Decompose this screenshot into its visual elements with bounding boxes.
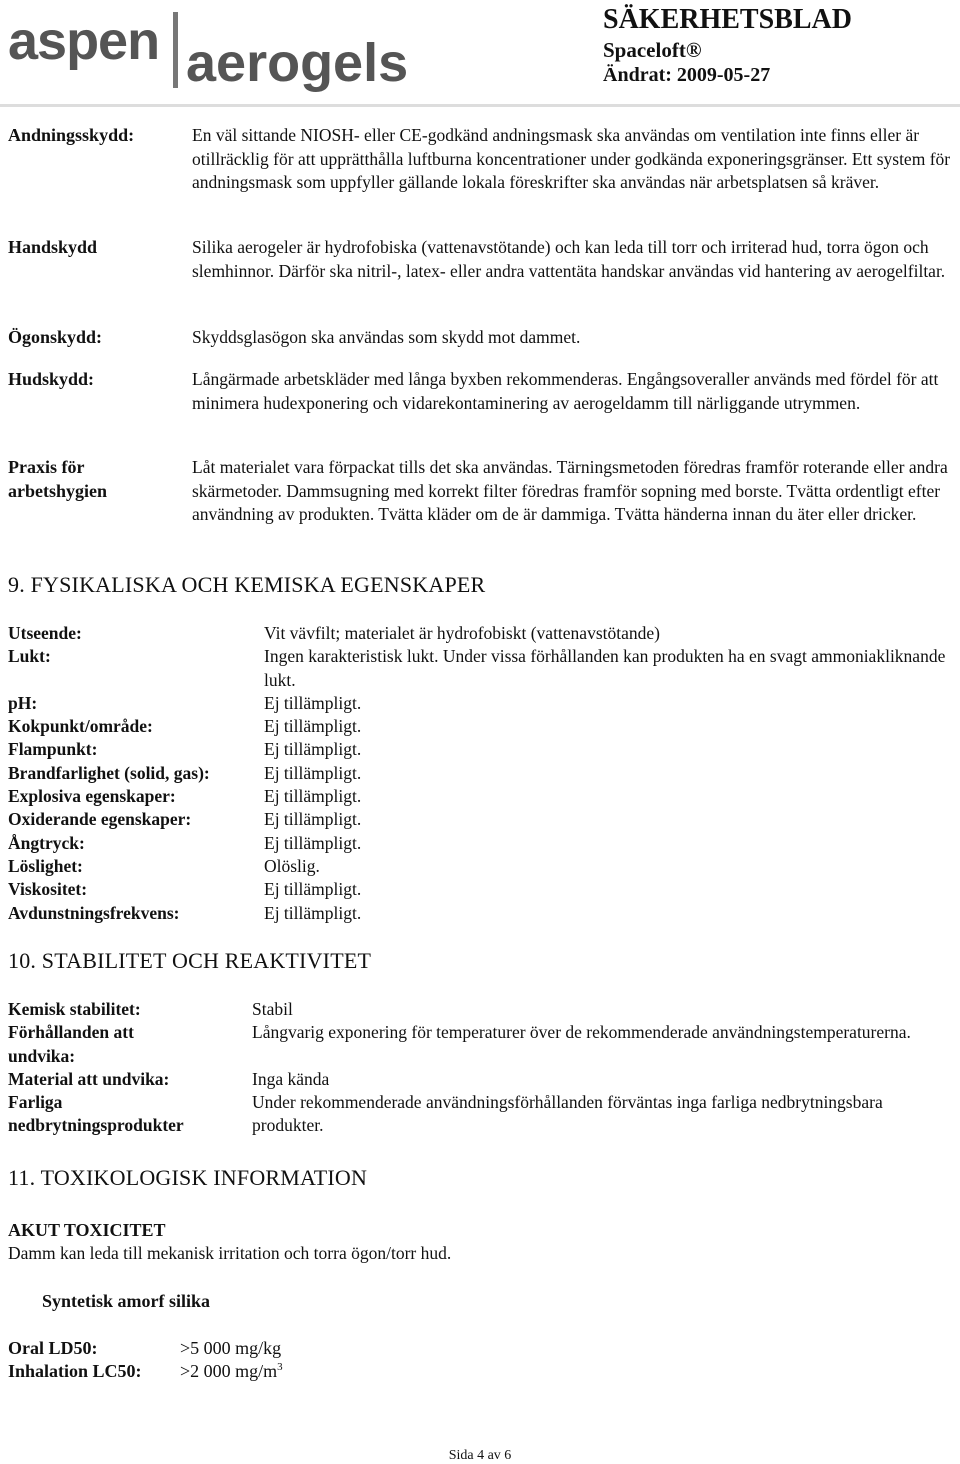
property-value: Ej tillämpligt. [264, 762, 362, 783]
property-value: Ej tillämpligt. [264, 692, 362, 713]
property-row [8, 645, 953, 692]
property-label: Oxiderande egenskaper: [8, 809, 192, 830]
property-value: Ingen karakteristisk lukt. Under vissa förhållanden kan produkten ha en svagt ammoniakliknande lukt. [264, 646, 946, 690]
property-value: Långvarig exponering för temperaturer över de rekommenderade användningstemperaturerna. [252, 1022, 911, 1043]
ppe-label: Handskydd [8, 237, 98, 257]
property-label: Förhållanden att undvika: [8, 1022, 134, 1066]
property-label: Material att undvika: [8, 1068, 170, 1089]
property-value: Ej tillämpligt. [264, 716, 362, 737]
property-row [8, 832, 953, 855]
logo-word-aerogels: aerogels [186, 33, 409, 93]
acute-toxicity-heading: AKUT TOXICITET [8, 1220, 166, 1240]
property-row [8, 902, 953, 925]
property-row [8, 785, 953, 808]
property-row [8, 715, 953, 738]
section-10-heading: 10. STABILITET OCH REAKTIVITET [8, 948, 372, 973]
ppe-text: Skyddsglasögon ska användas som skydd mot dammet. [192, 327, 581, 347]
ppe-label: Ögonskydd: [8, 327, 103, 347]
ppe-text: Långärmade arbetskläder med långa byxben rekommenderas. Engångsoveraller används med fördel för att minimera hudexponering och vidarekontaminering av aerogeldamm till närliggande utrymmen. [192, 369, 939, 413]
oral-ld50-row [8, 1337, 281, 1361]
logo-word-aspen: aspen [8, 11, 160, 71]
property-label: Explosiva egenskaper: [8, 786, 176, 807]
property-value: Ej tillämpligt. [264, 739, 362, 760]
property-value: Vit vävfilt; materialet är hydrofobiskt (vattenavstötande) [264, 623, 660, 643]
property-label: Utseende: [8, 623, 82, 643]
product-name: Spaceloft® [603, 38, 702, 62]
property-label: Ångtryck: [8, 832, 85, 853]
acute-toxicity-text: Damm kan leda till mekanisk irritation och torra ögon/torr hud. [8, 1243, 452, 1263]
property-row [8, 1068, 953, 1091]
inhalation-lc50-exponent: 3 [277, 1361, 283, 1373]
property-row [8, 738, 953, 761]
property-row [8, 878, 953, 901]
property-label: Avdunstningsfrekvens: [8, 902, 180, 923]
oral-ld50-label: Oral LD50: [8, 1338, 98, 1358]
property-value: Ej tillämpligt. [264, 832, 362, 853]
property-row [8, 998, 953, 1021]
substance-name: Syntetisk amorf silika [42, 1291, 211, 1311]
property-label: pH: [8, 692, 38, 713]
property-label: Viskositet: [8, 879, 88, 900]
ppe-text: En väl sittande NIOSH- eller CE-godkänd andningsmask ska användas om ventilation inte finns eller är otillräcklig för att upprätthålla luftburna koncentrationer under godkända exponeringsgränser. Ett system för andningsmask som uppfyller gällande lokala föreskrifter ska användas när arbetsplatsen så kräver. [192, 125, 951, 192]
property-row [8, 1091, 953, 1138]
section-9-properties [8, 622, 953, 925]
property-value: Ej tillämpligt. [264, 879, 362, 900]
property-row [8, 762, 953, 785]
property-row [8, 855, 953, 878]
ppe-label: Hudskydd: [8, 369, 95, 389]
property-label: Lukt: [8, 646, 51, 667]
document-header [0, 0, 960, 108]
inhalation-lc50-number: >2 000 mg/m [180, 1361, 278, 1381]
inhalation-lc50-value [180, 1360, 283, 1384]
revision-date: Ändrat: 2009-05-27 [603, 64, 771, 86]
property-row [8, 692, 953, 715]
property-value: Ej tillämpligt. [264, 902, 362, 923]
property-label: Brandfarlighet (solid, gas): [8, 762, 210, 783]
ppe-text: Silika aerogeler är hydrofobiska (vattenavstötande) och kan leda till torr och irriterad hud, torra ögon och slemhinnor. Därför ska nitril-, latex- eller andra vattentäta handskar användas vid hantering av aerogelfiltar. [192, 237, 946, 281]
property-label: Farliga nedbrytningsprodukter [8, 1092, 184, 1136]
property-value: Under rekommenderade användningsförhållanden förväntas inga farliga nedbrytningsbara produkter. [252, 1092, 883, 1136]
section-10-properties [8, 998, 953, 1138]
ppe-label: Andningsskydd: [8, 125, 135, 145]
aspen-aerogels-logo [8, 4, 408, 96]
logo-divider-bar [173, 12, 178, 88]
document-title: SÄKERHETSBLAD [603, 4, 852, 35]
property-value: Ej tillämpligt. [264, 809, 362, 830]
ppe-label: Praxis för arbetshygien [8, 457, 107, 501]
property-row [8, 622, 953, 645]
inhalation-lc50-row [8, 1360, 283, 1384]
property-row [8, 808, 953, 831]
oral-ld50-value: >5 000 mg/kg [180, 1338, 282, 1358]
property-row [8, 1021, 953, 1068]
property-value: Ej tillämpligt. [264, 786, 362, 807]
property-label: Flampunkt: [8, 739, 98, 760]
property-label: Kemisk stabilitet: [8, 999, 141, 1019]
property-label: Kokpunkt/område: [8, 716, 153, 737]
header-divider [0, 104, 960, 107]
property-value: Stabil [252, 999, 293, 1019]
property-label: Löslighet: [8, 855, 83, 876]
property-value: Inga kända [252, 1068, 330, 1089]
ppe-text: Låt materialet vara förpackat tills det ska användas. Tärningsmetoden föredras framför roterande eller andra skärmetoder. Dammsugning med korrekt filter föredras framför sopning med borste. Tvätta ordentligt efter användning av produkten. Tvätta kläder om de är dammiga. Tvätta händerna innan du äter eller dricker. [192, 457, 948, 524]
section-9-heading: 9. FYSIKALISKA OCH KEMISKA EGENSKAPER [8, 572, 486, 597]
section-11-heading: 11. TOXIKOLOGISK INFORMATION [8, 1165, 368, 1190]
inhalation-lc50-label: Inhalation LC50: [8, 1361, 142, 1381]
property-value: Olöslig. [264, 855, 320, 876]
page-number: Sida 4 av 6 [448, 1448, 512, 1463]
